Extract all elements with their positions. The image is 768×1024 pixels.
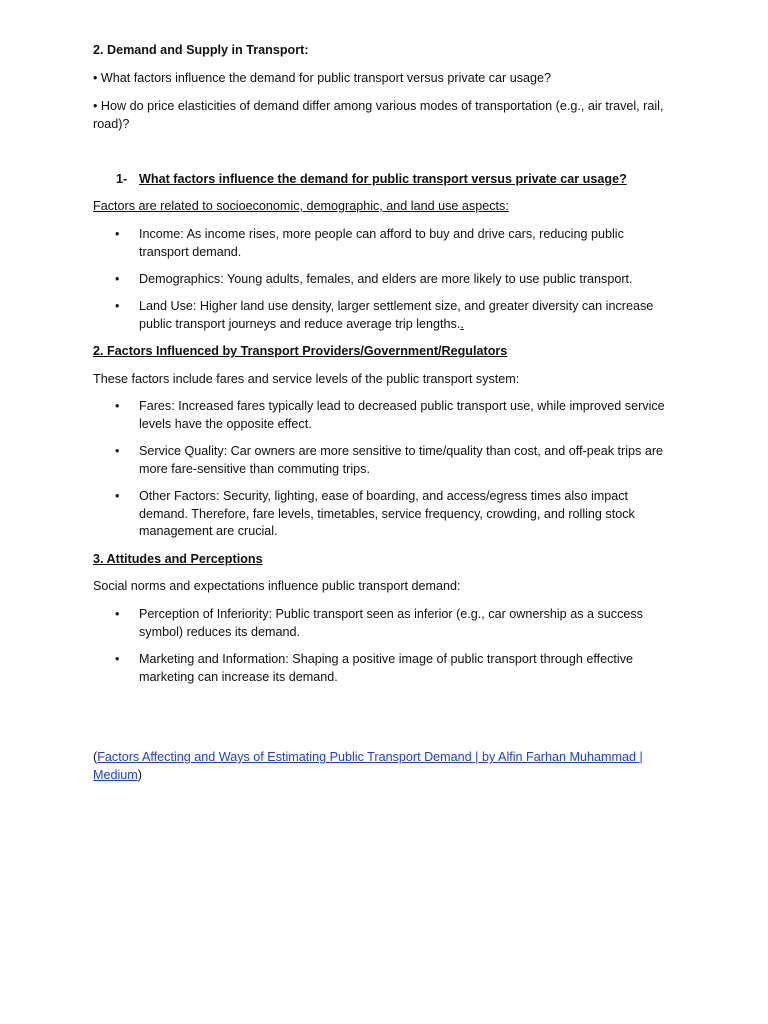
bullet: • <box>115 227 120 241</box>
list-item-text: Income: As income rises, more people can afford to buy and drive cars, reducing public transport demand. <box>139 227 624 259</box>
list-item-text: Demographics: Young adults, females, and elders are more likely to use public transport. <box>139 272 633 286</box>
citation-link[interactable]: Factors Affecting and Ways of Estimating Public Transport Demand | by Alfin Farhan Muhammad | Medium <box>93 750 643 782</box>
citation-open-paren: ( <box>93 750 98 764</box>
bullet: • <box>115 299 120 313</box>
section-3-title: 3. Attitudes and Perceptions <box>93 552 263 566</box>
citation-close-paren: ) <box>137 767 142 782</box>
list-item-text: Fares: Increased fares typically lead to decreased public transport use, while improved service levels have the opposite effect. <box>139 399 665 431</box>
list-item-text: Marketing and Information: Shaping a positive image of public transport through effective marketing can increase its demand. <box>139 652 634 684</box>
bullet: • <box>115 489 120 503</box>
list-item-text: Service Quality: Car owners are more sensitive to time/quality than cost, and off-peak trips are more fare-sensitive than commuting trips. <box>139 444 664 476</box>
section-2-title: 2. Factors Influenced by Transport Providers/Government/Regulators <box>93 344 508 358</box>
bullet: • <box>115 607 120 621</box>
citation <box>93 749 678 784</box>
trailing-period: . <box>460 316 464 331</box>
bullet: • <box>115 399 120 413</box>
bullet: • <box>115 272 120 286</box>
question-2: • How do price elasticities of demand differ among various modes of transportation (e.g., air travel, rail, road)? <box>93 99 664 131</box>
section-heading: 2. Demand and Supply in Transport: <box>93 43 309 57</box>
list-item-text <box>139 298 674 333</box>
numbered-heading-number: 1- <box>116 172 128 186</box>
question-1: • What factors influence the demand for public transport versus private car usage? <box>93 71 552 85</box>
section-3-intro: Social norms and expectations influence public transport demand: <box>93 579 461 593</box>
bullet: • <box>115 444 120 458</box>
factors-intro: Factors are related to socioeconomic, demographic, and land use aspects: <box>93 199 509 213</box>
numbered-heading-title: What factors influence the demand for public transport versus private car usage? <box>139 172 627 186</box>
list-item-text: Other Factors: Security, lighting, ease of boarding, and access/egress times also impact demand. Therefore, fare levels, timetables, service frequency, crowding, and rolling stock management are crucial. <box>139 489 635 538</box>
section-2-intro: These factors include fares and service levels of the public transport system: <box>93 372 520 386</box>
bullet: • <box>115 652 120 666</box>
list-item-text-main: Land Use: Higher land use density, larger settlement size, and greater diversity can increase public transport journeys and reduce average trip lengths. <box>139 299 654 331</box>
list-item-text: Perception of Inferiority: Public transport seen as inferior (e.g., car ownership as a success symbol) reduces its demand. <box>139 607 643 639</box>
